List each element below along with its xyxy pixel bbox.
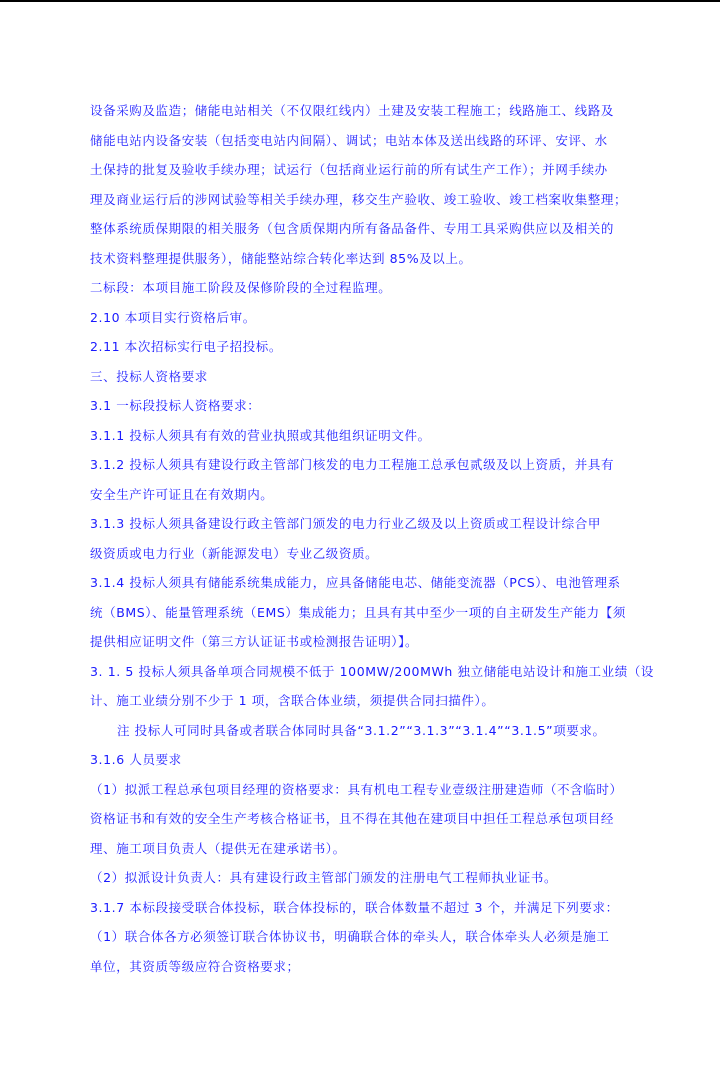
text-line: 设备采购及监造；储能电站相关（不仅限红线内）土建及安装工程施工；线路施工、线路及 [90, 103, 615, 118]
text-line: 理及商业运行后的涉网试验等相关手续办理，移交生产验收、竣工验收、竣工档案收集整理； [90, 191, 628, 207]
clause-2-11: 2.11 本次招标实行电子招投标。 [90, 339, 283, 354]
clause-3-1-5: 3. 1. 5 投标人须具备单项合同规模不低于 100MW/200MWh 独立储能电站设计和施工业绩（设 [90, 663, 655, 679]
text-line: 技术资料整理提供服务），储能整站综合转化率达到 85%及以上。 [90, 250, 472, 266]
clause-3-1-1: 3.1.1 投标人须具有有效的营业执照或其他组织证明文件。 [90, 427, 431, 443]
text-line: 统（BMS）、能量管理系统（EMS）集成能力；且具有其中至少一项的自主研发生产能力【须 [90, 604, 626, 620]
text-line: 理、施工项目负责人（提供无在建承诺书）。 [90, 840, 346, 856]
text-line: 级资质或电力行业（新能源发电）专业乙级资质。 [90, 545, 379, 561]
text-line: 计、施工业绩分别不少于 1 项，含联合体业绩，须提供合同扫描件）。 [90, 693, 495, 708]
clause-3-1-7: 3.1.7 本标段接受联合体投标，联合体投标的，联合体数量不超过 3 个，并满足下列要求： [90, 899, 619, 915]
text-line: （2）拟派设计负责人：具有建设行政主管部门颁发的注册电气工程师执业证书。 [90, 870, 558, 885]
text-line: （1）联合体各方必须签订联合体协议书，明确联合体的牵头人，联合体牵头人必须是施工 [90, 929, 610, 944]
top-border [0, 0, 720, 2]
section-heading-qualifications: 三、投标人资格要求 [90, 368, 208, 384]
text-line: 安全生产许可证且在有效期内。 [90, 486, 274, 502]
text-line: 提供相应证明文件（第三方认证证书或检测报告证明）】。 [90, 634, 419, 649]
text-line: 资格证书和有效的安全生产考核合格证书，且不得在其他在建项目中担任工程总承包项目经 [90, 811, 615, 826]
text-line: 土保持的批复及验收手续办理；试运行（包括商业运行前的所有试生产工作）；并网手续办 [90, 162, 608, 177]
clause-3-1-2: 3.1.2 投标人须具有建设行政主管部门核发的电力工程施工总承包贰级及以上资质，并具有 [90, 457, 615, 472]
clause-3-1-4: 3.1.4 投标人须具有储能系统集成能力，应具备储能电芯、储能变流器（PCS）、电池管理系 [90, 575, 621, 590]
text-line: 单位，其资质等级应符合资格要求； [90, 958, 300, 974]
clause-3-1: 3.1 一标段投标人资格要求： [90, 398, 261, 413]
text-line: 整体系统质保期限的相关服务（包含质保期内所有备品备件、专用工具采购供应以及相关的 [90, 221, 615, 236]
document-page [90, 96, 655, 981]
clause-3-1-3: 3.1.3 投标人须具备建设行政主管部门颁发的电力行业乙级及以上资质或工程设计综合甲 [90, 516, 601, 531]
clause-3-1-6: 3.1.6 人员要求 [90, 752, 182, 767]
note-line: 注 投标人可同时具备或者联合体同时具备“3.1.2”“3.1.3”“3.1.4”“3.1.5”项要求。 [117, 722, 606, 738]
text-line: （1）拟派工程总承包项目经理的资格要求：具有机电工程专业壹级注册建造师（不含临时） [90, 781, 623, 797]
section-lot2: 二标段：本项目施工阶段及保修阶段的全过程监理。 [90, 280, 392, 295]
clause-2-10: 2.10 本项目实行资格后审。 [90, 309, 256, 325]
text-line: 储能电站内设备安装（包括变电站内间隔）、调试；电站本体及送出线路的环评、安评、水 [90, 132, 608, 148]
